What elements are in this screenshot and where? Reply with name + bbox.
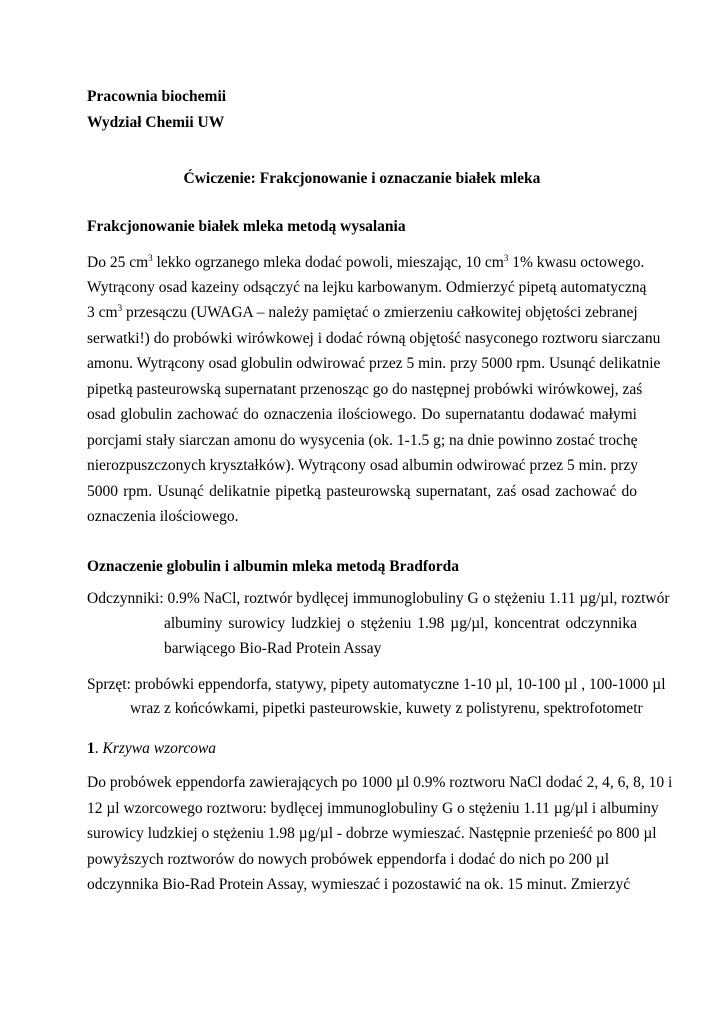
section-heading-bradford: Oznaczenie globulin i albumin mleka metodą Bradforda xyxy=(87,558,460,575)
reagents-line: barwiącego Bio-Rad Protein Assay xyxy=(164,640,382,657)
paragraph-line: 5000 rpm. Usunąć delikatnie pipetką pasteurowską supernatant, zaś osad zachować do xyxy=(87,483,637,500)
equipment-line: Sprzęt: probówki eppendorfa, statywy, pipety automatyczne 1-10 µl, 10-100 µl , 100-1000 µl xyxy=(87,676,666,693)
paragraph-line: odczynnika Bio-Rad Protein Assay, wymieszać i pozostawić na ok. 15 minut. Zmierzyć xyxy=(87,876,631,893)
reagents-line: albuminy surowicy ludzkiej o stężeniu 1.98 µg/µl, koncentrat odczynnika xyxy=(164,615,637,632)
paragraph-line: Wytrącony osad kazeiny odsączyć na lejku karbowanym. Odmierzyć pipetą automatyczną xyxy=(87,279,647,296)
document-title: Ćwiczenie: Frakcjonowanie i oznaczanie białek mleka xyxy=(183,170,541,187)
paragraph-line: serwatki!) do probówki wirówkowej i dodać równą objętość nasyconego roztworu siarczanu xyxy=(87,330,661,347)
paragraph-line: amonu. Wytrącony osad globulin odwirować przez 5 min. przy 5000 rpm. Usunąć delikatnie xyxy=(87,355,661,372)
paragraph-line: Do 25 $cm^3$ lekko ogrzanego mleka dodać powoli, mieszając, 10 $cm^3$ 1% kwasu octowego. xyxy=(87,252,645,271)
paragraph-line: oznaczenia ilościowego. xyxy=(87,508,239,525)
header-lab-name: Pracownia biochemii xyxy=(87,88,227,105)
paragraph-line: nierozpuszczonych kryształków). Wytrącony osad albumin odwirować przez 5 min. przy xyxy=(87,457,638,474)
paragraph-line: osad globulin zachować do oznaczenia ilościowego. Do supernatantu dodawać małymi xyxy=(87,406,637,423)
paragraph-line: pipetką pasteurowską supernatant przenosząc go do następnej probówki wirówkowej, zaś xyxy=(87,381,643,398)
equipment-line: wraz z końcówkami, pipetki pasteurowskie, kuwety z polistyrenu, spektrofotometr xyxy=(130,700,643,717)
paragraph-line: 3 $cm^3$ przesączu (UWAGA – należy pamiętać o zmierzeniu całkowitej objętości zebranej xyxy=(87,302,638,321)
header-faculty: Wydział Chemii UW xyxy=(87,114,225,131)
paragraph-line: Do probówek eppendorfa zawierających po 1000 µl 0.9% roztworu NaCl dodać 2, 4, 6, 8, 10 i xyxy=(87,774,673,791)
paragraph-line: surowicy ludzkiej o stężeniu 1.98 µg/µl - dobrze wymieszać. Następnie przenieść po 800 µl xyxy=(87,825,657,842)
paragraph-line: powyższych roztworów do nowych probówek eppendorfa i dodać do nich po 200 µl xyxy=(87,851,610,868)
paragraph-line: 12 µl wzorcowego roztworu: bydlęcej immunoglobuliny G o stężeniu 1.11 µg/µl i albuminy xyxy=(87,800,659,817)
paragraph-line: porcjami stały siarczan amonu do wysycenia (ok. 1-1.5 g; na dnie powinno zostać trochę xyxy=(87,432,638,449)
reagents-line: Odczynniki: 0.9% NaCl, roztwór bydlęcej immunoglobuliny G o stężeniu 1.11 µg/µl, roztwór xyxy=(87,590,670,607)
section-heading-salting-out: Frakcjonowanie białek mleka metodą wysalania xyxy=(87,218,406,235)
subsection-heading: 1. Krzywa wzorcowa xyxy=(87,740,217,757)
